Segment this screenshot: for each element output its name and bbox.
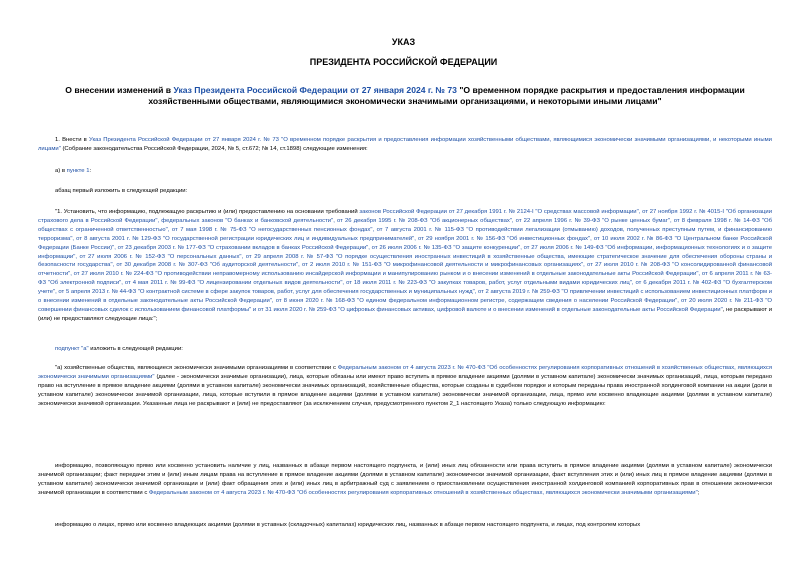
paragraph-1-pre: 1. Внести в: [55, 137, 89, 143]
paragraph-6-post: (далее - экономически значимые организации), лица, которые обязаны или имеют право вступить в прямое владение акциями (долями в уставном капитале) экономически значимых организаций, лица, которым передано право на вступление в прямое владение акциями (долями в уставном капитале) экономически значимых организаций, хозяйственные общества, которые созданы в судебном порядке и которым переданы права иностранной холдинговой компании на акции (доли в уставном капитале) экономически значимой организации, лица, которые вступили в прямое владение акциями (долями в уставном капитале) экономически значимой организации, лица, прямо или косвенно владеющие акциями (долями в уставном капитале) экономически значимой организации. Указанные лица не раскрывают и (или) не предоставляют (за исключением случая, предусмотренного пунктом 2_1 настоящего Указа) только следующую информацию:: [38, 373, 772, 407]
paragraph-1-post: (Собрание законодательства Российской Федерации, 2024, № 5, ст.672; № 14, ст.1898) следующие изменения:: [60, 145, 368, 152]
paragraph-3: абзац первый изложить в следующей редакции:: [55, 188, 188, 194]
paragraph-5-post: изложить в следующей редакции:: [88, 346, 183, 352]
paragraph-7: [38, 462, 772, 498]
paragraph-6-pre: "а) хозяйственные общества, являющиеся экономически значимыми организациями в соответствии с: [55, 365, 338, 371]
paragraph-1: [38, 136, 772, 154]
paragraph-4-pre: "1. Установить, что информацию, подлежащую раскрытию и (или) предоставлению на основании требований: [55, 209, 360, 215]
paragraph-5: [38, 345, 772, 354]
paragraph-7-pre: информацию, позволяющую прямо или косвенно установить наличие у лиц, названных в абзаце первом настоящего подпункта, и (или) иных лиц обязанности или права вступить в прямое владение акциями (долями в уставном капитале) экономически значимой организации; факт передачи этим и (или) иным лицам права на вступление в прямое владение акциями (долями в уставном капитале) экономически значимой организации, факт вступления этих и (или) иных лиц в прямое владение акциями (долями в уставном капитале) экономически значимой организации и (или) факт обращения этих и (или) иных лиц в арбитражный суд с заявлением о приостановлении осуществления иностранной холдинговой компанией корпоративных прав в отношении экономически значимой организации в соответствии с: [38, 463, 772, 496]
paragraph-8: информацию о лицах, прямо или косвенно владеющих акциями (долями в уставных (складочных) капиталах) юридических лиц, названных в абзаце первом настоящего подпункта, и лицах, под контролем которых: [55, 522, 641, 528]
issuer-label: ПРЕЗИДЕНТА РОССИЙСКОЙ ФЕДЕРАЦИИ: [309, 57, 498, 67]
paragraph-4: [38, 208, 772, 324]
paragraph-2-post: :: [89, 168, 92, 174]
decree-label: УКАЗ: [391, 37, 416, 47]
paragraph-2-pre: а) в: [55, 168, 67, 174]
title-decree-link[interactable]: Указ Президента Российской Федерации от 27 января 2024 г. № 73: [173, 85, 457, 95]
paragraph-1-decree-link[interactable]: Указ Президента Российской Федерации от 27 января 2024 г. № 73 "О временном порядке раскрытия и предоставления информации хозяйственными обществами, являющимися экономически значимыми организациями, и некоторыми иными лицами": [38, 137, 772, 152]
paragraph-4-laws-link[interactable]: законов Российской Федерации от 27 декабря 1991 г. № 2124-I "О средствах массовой информации", от 27 ноября 1992 г. № 4015-I "Об организации страхового дела в Российской Федерации", федеральных законов "О банках и банковской деятельности", от 26 декабря 1995 г. № 208-ФЗ "Об акционерных обществах", от 22 апреля 1996 г. № 39-ФЗ "О рынке ценных бумаг", от 8 февраля 1998 г. № 14-ФЗ "Об обществах с ограниченной ответственностью", от 7 мая 1998 г. № 75-ФЗ "О негосударственных пенсионных фондах", от 7 августа 2001 г. № 115-ФЗ "О противодействии легализации (отмыванию) доходов, полученных преступным путем, и финансированию терроризма", от 8 августа 2001 г. № 129-ФЗ "О государственной регистрации юридических лиц и индивидуальных предпринимателей", от 29 ноября 2001 г. № 156-ФЗ "Об инвестиционных фондах", от 10 июля 2002 г. № 86-ФЗ "О Центральном банке Российской Федерации (Банке России)", от 23 декабря 2003 г. № 177-ФЗ "О страховании вкладов в банках Российской Федерации", от 26 июля 2006 г. № 135-ФЗ "О защите конкуренции", от 27 июля 2006 г. № 149-ФЗ "Об информации, информационных технологиях и о защите информации", от 27 июля 2006 г. № 152-ФЗ "О персональных данных", от 29 апреля 2008 г. № 57-ФЗ "О порядке осуществления иностранных инвестиций в хозяйственные общества, имеющие стратегическое значение для обеспечения обороны страны и безопасности государства", от 30 декабря 2008 г. № 307-ФЗ "Об аудиторской деятельности", от 2 июля 2010 г. № 151-ФЗ "О микрофинансовой деятельности и микрофинансовых организациях", от 27 июля 2010 г. № 208-ФЗ "О консолидированной финансовой отчетности", от 27 июля 2010 г. № 224-ФЗ "О противодействии неправомерному использованию инсайдерской информации и манипулированию рынком и о внесении изменений в отдельные законодательные акты Российской Федерации", от 6 апреля 2011 г. № 63-ФЗ "Об электронной подписи", от 4 мая 2011 г. № 99-ФЗ "О лицензировании отдельных видов деятельности", от 18 июля 2011 г. № 223-ФЗ "О закупках товаров, работ, услуг отдельными видами юридических лиц", от 6 декабря 2011 г. № 402-ФЗ "О бухгалтерском учете", от 5 апреля 2013 г. № 44-ФЗ "О контрактной системе в сфере закупок товаров, работ, услуг для обеспечения государственных и муниципальных нужд", от 2 августа 2019 г. № 259-ФЗ "О привлечении инвестиций с использованием инвестиционных платформ и о внесении изменений в отдельные законодательные акты Российской Федерации", от 8 июня 2020 г. № 168-ФЗ "О едином федеральном информационном регистре, содержащем сведения о населении Российской Федерации", от 20 июля 2020 г. № 211-ФЗ "О совершении финансовых сделок с использованием финансовой платформы" и от 31 июля 2020 г. № 259-ФЗ "О цифровых финансовых активах, цифровой валюте и о внесении изменений в отдельные законодательные акты Российской Федерации": [38, 209, 772, 313]
document-title: [52, 85, 758, 107]
paragraph-6: [38, 364, 772, 409]
paragraph-4-post: , не раскрывают и (или) не предоставляют следующие лица:";: [38, 306, 773, 322]
paragraph-6-law-link[interactable]: Федеральным законом от 4 августа 2023 г. № 470-ФЗ "Об особенностях регулирования корпоративных отношений в хозяйственных обществах, являющихся экономически значимыми организациями": [38, 365, 773, 380]
paragraph-2: [38, 167, 772, 176]
paragraph-7-post: ;: [697, 489, 700, 496]
title-suffix: "О временном порядке раскрытия и предоставления информации хозяйственными обществами, являющимися экономически значимыми организациями, и некоторыми иными лицами": [148, 85, 745, 106]
paragraph-7-law-link[interactable]: Федеральным законом от 4 августа 2023 г. № 470-ФЗ "Об особенностях регулирования корпоративных отношений в хозяйственных обществах, являющихся экономически значимыми организациями": [148, 489, 698, 496]
paragraph-5-subpoint-link[interactable]: подпункт "а": [55, 346, 89, 352]
paragraph-2-point-link[interactable]: пункте 1: [66, 168, 90, 174]
title-prefix: О внесении изменений в: [65, 85, 174, 95]
